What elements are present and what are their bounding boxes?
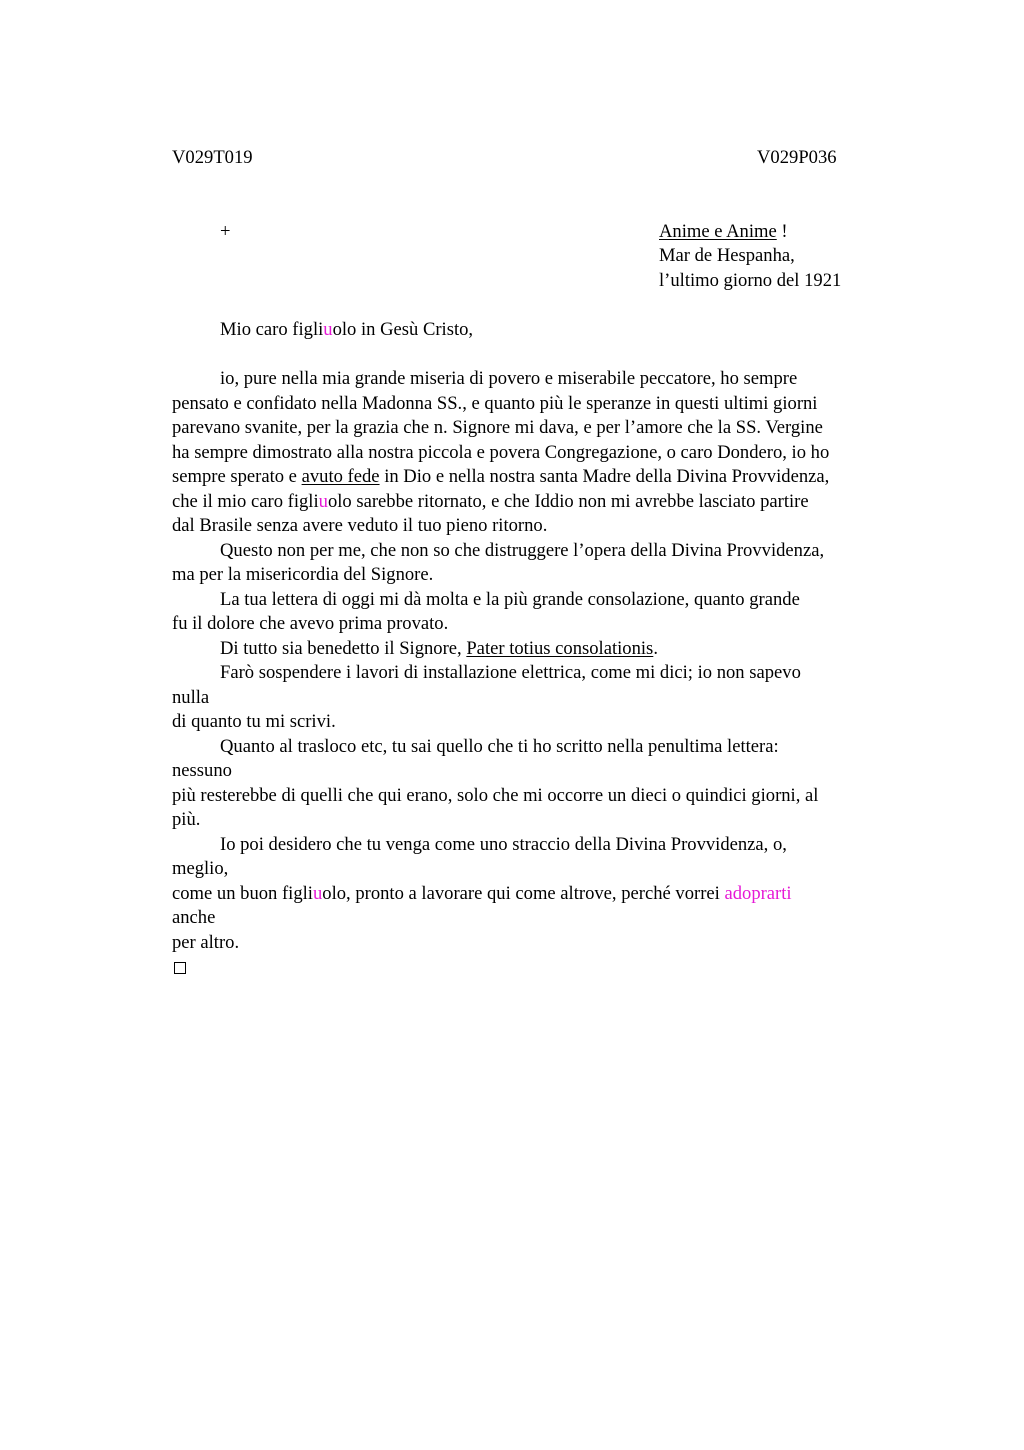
date-line: l’ultimo giorno del 1921 [659,270,842,291]
body-line: Quanto al trasloco etc, tu sai quello che ti ho scritto nella penultima lettera: [220,735,779,757]
letter-body [172,367,912,974]
text-run: Di tutto sia benedetto il Signore, [220,637,467,659]
body-line: ma per la misericordia del Signore. [172,564,434,585]
body-line: meglio, [172,858,229,879]
text-run: in Dio e nella nostra santa Madre della Divina Provvidenza, [379,466,830,487]
body-line [172,465,912,490]
body-line: anche [172,907,216,928]
body-line: Io poi desidero che tu venga come uno straccio della Divina Provvidenza, o, [220,833,787,855]
text-run: che il mio caro figli [172,490,319,512]
motto-line [659,220,788,245]
body-line: nessuno [172,760,232,781]
body-line [172,637,912,662]
text-run: . [653,637,658,659]
body-line: per altro. [172,931,240,953]
highlighted-letter: u [318,490,328,512]
text-run: olo sarebbe ritornato, e che Iddio non mi avrebbe lasciato partire [327,490,809,512]
text-run: come un buon figli [172,882,313,904]
body-line: ha sempre dimostrato alla nostra piccola e povera Congregazione, o caro Dondero, io ho [172,441,830,463]
text-run: olo, pronto a lavorare qui come altrove, perché vorrei [322,882,725,904]
place-line: Mar de Hespanha, [659,245,795,266]
highlighted-letter: u [312,882,323,904]
end-box-icon [174,962,186,974]
document-ref-right: V029P036 [757,147,837,168]
body-line: dal Brasile senza avere veduto il tuo pieno ritorno. [172,515,548,536]
underlined-phrase: avuto fede [301,466,380,487]
body-line [172,490,912,515]
body-line: Questo non per me, che non so che distruggere l’opera della Divina Provvidenza, [220,539,825,561]
body-line: La tua lettera di oggi mi dà molta e la più grande consolazione, quanto grande [220,588,800,610]
salutation-part: Mio caro figli [220,319,324,340]
body-line [172,882,912,907]
body-line: fu il dolore che avevo prima provato. [172,613,449,634]
motto-text: Anime e Anime [659,221,777,242]
text-run: sempre sperato e [172,466,302,487]
salutation-part: olo in Gesù Cristo, [332,319,474,340]
body-line: parevano svanite, per la grazia che n. Signore mi dava, e per l’amore che la SS. Vergine [172,417,823,438]
highlighted-word: adoprarti [724,882,792,904]
body-line: pensato e confidato nella Madonna SS., e quanto più le speranze in questi ultimi giorni [172,392,818,414]
body-line: io, pure nella mia grande miseria di povero e miserabile peccatore, ho sempre [220,368,798,389]
salutation [220,318,473,343]
body-line: più. [172,809,201,830]
underlined-phrase: Pater totius consolationis [466,637,654,659]
body-line: di quanto tu mi scrivi. [172,711,336,732]
body-line: più resterebbe di quelli che qui erano, solo che mi occorre un dieci o quindici giorni, al [172,784,819,806]
body-line: Farò sospendere i lavori di installazione elettrica, come mi dici; io non sapevo [220,662,801,683]
body-line: nulla [172,686,210,708]
motto-suffix: ! [776,221,788,242]
cross-mark: + [220,221,231,242]
salutation-highlight: u [323,319,333,340]
document-ref-left: V029T019 [172,147,253,168]
